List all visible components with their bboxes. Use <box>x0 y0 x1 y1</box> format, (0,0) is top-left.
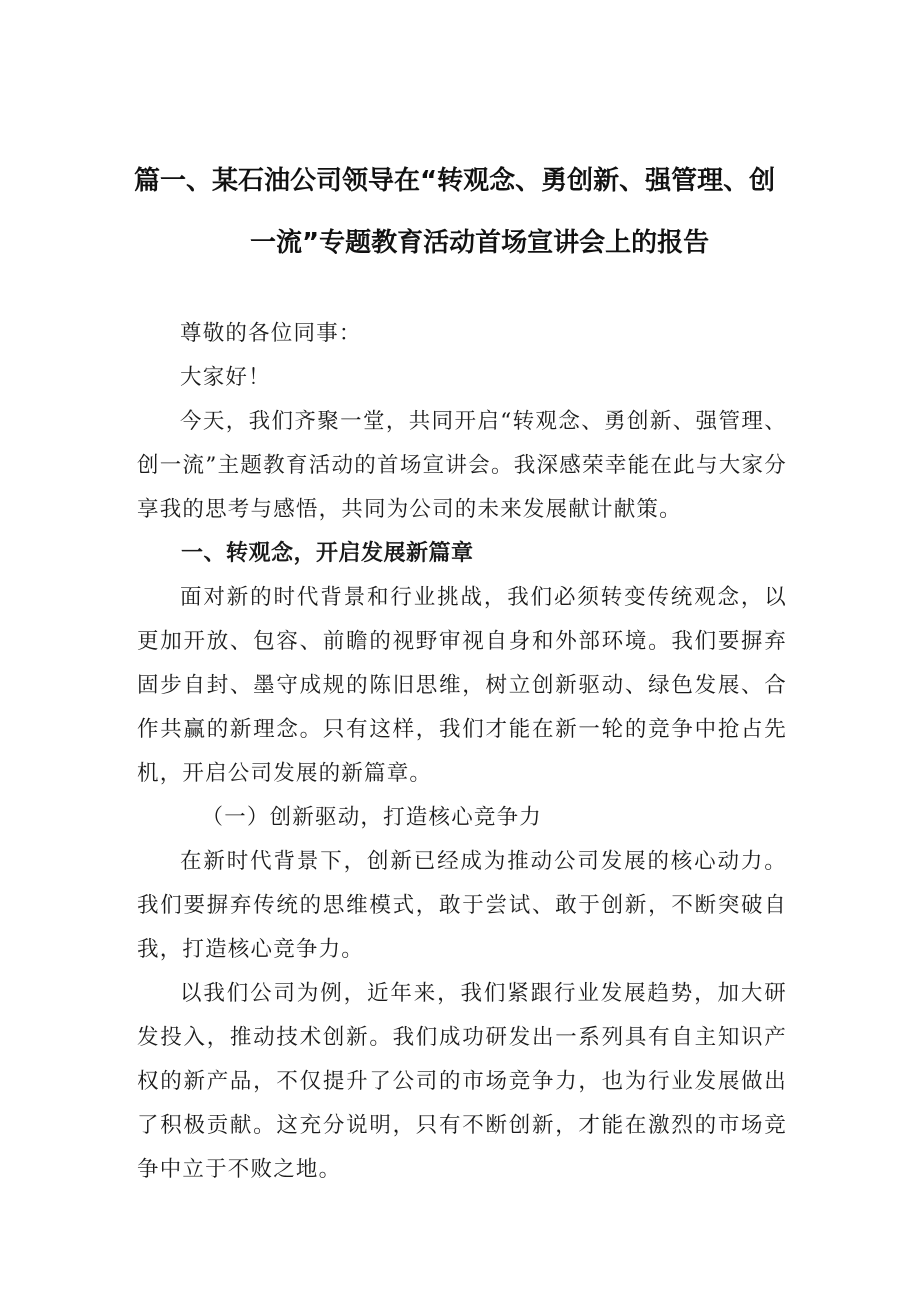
document-title-line-2: 一流”专题教育活动首场宣讲会上的报告 <box>250 228 710 258</box>
greeting: 大家好！ <box>180 365 271 390</box>
document-body <box>137 312 787 1192</box>
subsection-paragraph-1: 在新时代背景下，创新已经成为推动公司发展的核心动力。我们要摒弃传统的思维模式，敢于尝试、敢于创新，不断突破自我，打造核心竞争力。 <box>137 849 787 962</box>
section-paragraph: 面对新的时代背景和行业挑战，我们必须转变传统观念，以更加开放、包容、前瞻的视野审视自身和外部环境。我们要摒弃固步自封、墨守成规的陈旧思维，树立创新驱动、绿色发展、合作共赢的新理念。只有这样，我们才能在新一轮的竞争中抢占先机，开启公司发展的新篇章。 <box>137 585 787 786</box>
document-title-line-1: 篇一、某石油公司领导在“转观念、勇创新、强管理、创 <box>134 166 776 196</box>
intro-paragraph: 今天，我们齐聚一堂，共同开启“转观念、勇创新、强管理、创一流”主题教育活动的首场宣讲会。我深感荣幸能在此与大家分享我的思考与感悟，共同为公司的未来发展献计献策。 <box>137 409 787 522</box>
section-heading: 一、转观念，开启发展新篇章 <box>181 541 474 566</box>
salutation: 尊敬的各位同事： <box>180 321 362 346</box>
subsection-heading: （一）创新驱动，打造核心竞争力 <box>201 805 543 830</box>
subsection-paragraph-2: 以我们公司为例，近年来，我们紧跟行业发展趋势，加大研发投入，推动技术创新。我们成功研发出一系列具有自主知识产权的新产品，不仅提升了公司的市场竞争力，也为行业发展做出了积极贡献。这充分说明，只有不断创新，才能在激烈的市场竞争中立于不败之地。 <box>137 981 787 1182</box>
